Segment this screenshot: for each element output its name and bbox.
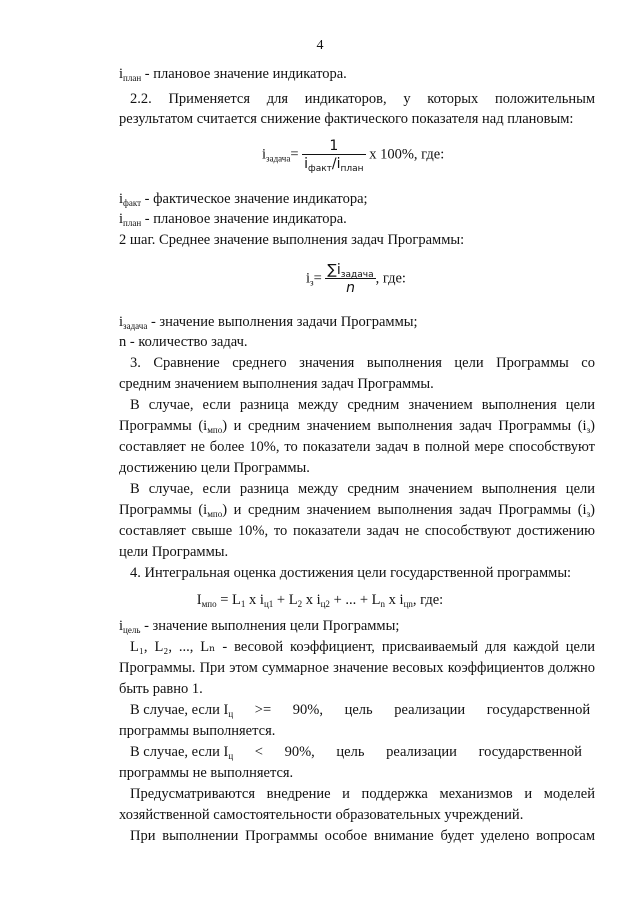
text-line: 2.2. Применяется для индикаторов, у которых положительным xyxy=(130,91,595,107)
text-line: 3. Сравнение среднего значения выполнения цели Программы со xyxy=(130,355,595,371)
text-line: $i_{план}$ - плановое значение индикатора. xyxy=(119,66,347,83)
formula-average: $i_з=$ $\frac{\sum i_{задача}}{n}$ , где: xyxy=(306,262,406,296)
text-line: В случае, если $I_ц >= 90\%$, цель реализации государственной xyxy=(130,702,591,719)
text-line: Программы. При этом суммарное значение весовых коэффициентов должно xyxy=(119,660,595,676)
formula-integral: $I_{мпо} = L_1$ х $i_{ц1} + L_2$ х $i_{ц2}$ + ... + $L_n$ х $i_{цn}$, где: xyxy=(196,592,444,609)
page-number: 4 xyxy=(316,38,324,53)
text-line: быть равно 1. xyxy=(119,681,203,697)
text-line: цели Программы. xyxy=(119,544,229,560)
text-line: средним значением выполнения задач Программы. xyxy=(119,376,434,392)
text-line: составляет свыше 10%, то показатели задач не способствуют достижению xyxy=(119,523,595,539)
text-line: В случае, если $I_ц < 90\%$, цель реализации государственной xyxy=(130,744,582,761)
text-line: n - количество задач. xyxy=(119,334,248,350)
text-line: 2 шаг. Среднее значение выполнения задач Программы: xyxy=(119,232,465,248)
text-line: 4. Интегральная оценка достижения цели государственной программы: xyxy=(130,565,572,581)
text-line: В случае, если разница между средним значением выполнения цели xyxy=(130,397,595,413)
text-line: L₁, L₂, ..., Lₙ - весовой коэффициент, присваиваемый для каждой цели xyxy=(130,639,595,655)
formula-ratio: $i_{задача}=$ $\frac{1}{i_{факт}/i_{план}}$ х 100%, где: xyxy=(262,138,445,174)
text-line: результатом считается снижение фактического показателя над плановым: xyxy=(119,111,574,127)
text-line: хозяйственной самостоятельности образовательных учреждений. xyxy=(119,807,524,823)
text-line: Программы $(i_{мпо})$ и средним значением выполнения задач Программы $(i_з)$ xyxy=(119,502,595,519)
text-line: достижению цели Программы. xyxy=(119,460,310,476)
text-line: Программы $(i_{мпо})$ и средним значением выполнения задач Программы $(i_з)$ xyxy=(119,418,595,435)
text-line: В случае, если разница между средним значением выполнения цели xyxy=(130,481,595,497)
text-line: При выполнении Программы особое внимание будет уделено вопросам xyxy=(130,828,595,844)
text-line: составляет не более 10%, то показатели задач в полной мере способствуют xyxy=(119,439,595,455)
text-line: $i_{задача}$ - значение выполнения задачи Программы; xyxy=(119,314,418,331)
text-line: Предусматриваются внедрение и поддержка механизмов и моделей xyxy=(130,786,595,802)
text-line: $i_{цель}$ - значение выполнения цели Программы; xyxy=(119,618,400,635)
text-line: программы не выполняется. xyxy=(119,765,294,781)
text-line: программы выполняется. xyxy=(119,723,276,739)
text-line: $i_{факт}$ - фактическое значение индикатора; xyxy=(119,191,368,208)
text-line: $i_{план}$ - плановое значение индикатора. xyxy=(119,211,347,228)
